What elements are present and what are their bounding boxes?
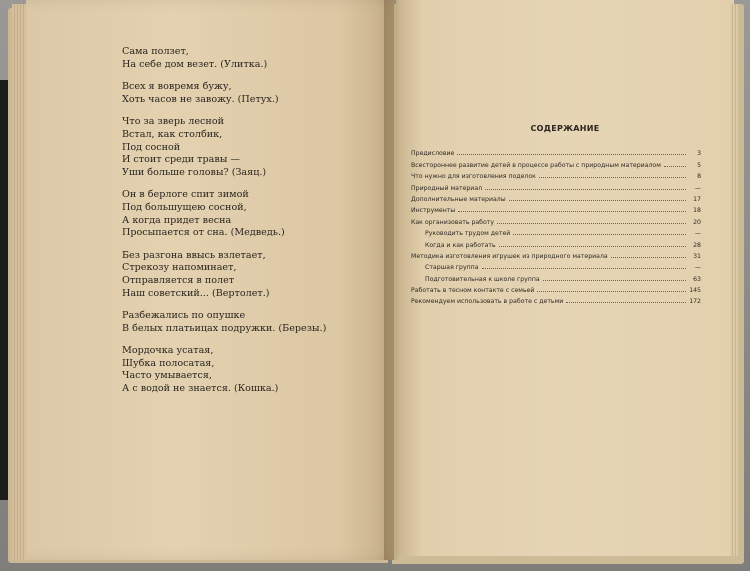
toc-entry <box>411 214 701 225</box>
toc-leader-dots <box>539 177 686 178</box>
toc-entry-title: Что нужно для изготовления поделок <box>411 173 536 181</box>
toc-entry-page: — <box>694 264 701 272</box>
poem-line: Мордочка усатая, <box>122 345 214 357</box>
toc-leader-dots <box>513 234 686 235</box>
toc-entry-page: 20 <box>693 218 701 226</box>
poem-line: А когда придет весна <box>122 214 232 226</box>
toc-entry-page: 172 <box>689 298 701 306</box>
toc-entry <box>411 226 701 237</box>
toc-entry-title: Природный материал <box>411 184 483 192</box>
toc-entry-title: Как организовать работу <box>411 218 495 226</box>
toc-entry-title: Дополнительные материалы <box>411 195 506 203</box>
toc-entry <box>411 271 701 282</box>
riddle-poems <box>122 46 382 406</box>
toc-entry <box>411 157 701 168</box>
toc-leader-dots <box>497 223 686 224</box>
toc-entry-title: Руководить трудом детей <box>425 230 511 238</box>
toc-leader-dots <box>457 154 686 155</box>
poem-line: В белых платьицах подружки. (Березы.) <box>122 322 327 334</box>
poem-stanza <box>122 189 382 239</box>
toc-entry-page: 28 <box>693 241 701 249</box>
poem-line: Отправляется в полет <box>122 274 235 286</box>
poem-line: А с водой не знается. (Кошка.) <box>122 383 279 395</box>
poem-line: Под большущею сосной, <box>122 201 247 213</box>
toc-leader-dots <box>499 246 686 247</box>
poem-stanza <box>122 345 382 395</box>
toc-entry-title: Предисловие <box>411 150 455 158</box>
poem-stanza <box>122 81 382 106</box>
toc-entry-title: Старшая группа <box>425 264 479 272</box>
poem-line: Стрекозу напоминает, <box>122 262 237 274</box>
poem-line: Просыпается от сна. (Медведь.) <box>122 227 285 239</box>
toc-entry <box>411 249 701 260</box>
toc-title: СОДЕРЖАНИЕ <box>530 124 600 133</box>
poem-line: Без разгона ввысь взлетает, <box>122 249 266 261</box>
toc-entry-page: 18 <box>693 207 701 215</box>
toc-leader-dots <box>611 257 686 258</box>
toc-entry-page: 8 <box>697 173 701 181</box>
toc-leader-dots <box>485 189 686 190</box>
toc-leader-dots <box>458 211 686 212</box>
poem-line: Под сосной <box>122 141 181 153</box>
poem-line: Шубка полосатая, <box>122 357 215 369</box>
poem-line: И стоит среди травы — <box>122 154 241 166</box>
toc-entry <box>411 237 701 248</box>
toc-entry-title: Рекомендуем использовать в работе с детьми <box>411 298 564 306</box>
toc-entry-page: — <box>694 230 701 238</box>
toc-leader-dots <box>543 280 686 281</box>
toc-entry-page: 17 <box>693 195 701 203</box>
toc-entry <box>411 260 701 271</box>
poem-line: Сама ползет, <box>122 46 189 57</box>
toc-entry-title: Инструменты <box>411 207 456 215</box>
toc-entry <box>411 192 701 203</box>
toc-entry-page: 3 <box>697 150 701 158</box>
toc-entry <box>411 283 701 294</box>
poem-line: Уши больше головы? (Заяц.) <box>122 166 267 178</box>
poem-line: Разбежались по опушке <box>122 310 246 322</box>
poem-line: Что за зверь лесной <box>122 116 224 128</box>
poem-stanza <box>122 46 382 71</box>
toc-leader-dots <box>664 166 686 167</box>
toc-leader-dots <box>566 302 686 303</box>
toc-entry-page: 5 <box>697 161 701 169</box>
poem-line: Наш советский... (Вертолет.) <box>122 287 270 299</box>
toc-leader-dots <box>509 200 686 201</box>
toc-entry-title: Всестороннее развитие детей в процессе работы с природным материалом <box>411 161 661 169</box>
poem-stanza <box>122 116 382 179</box>
toc-entry-title: Когда и как работать <box>425 241 496 249</box>
toc-entry-title: Работать в тесном контакте с семьей <box>411 287 535 295</box>
toc-leader-dots <box>482 268 686 269</box>
toc-entry-page: 63 <box>693 275 701 283</box>
toc-entry-title: Подготовительная к школе группа <box>425 275 540 283</box>
right-page-stack <box>730 4 738 556</box>
poem-line: Всех я вовремя бужу, <box>122 81 232 93</box>
poem-line: Встал, как столбик, <box>122 128 223 140</box>
toc-entry <box>411 146 701 157</box>
toc-entry-page: — <box>694 184 701 192</box>
table-of-contents <box>411 146 701 305</box>
book-spine <box>384 0 400 560</box>
poem-stanza <box>122 250 382 300</box>
poem-line: Он в берлоге спит зимой <box>122 189 249 201</box>
toc-entry-title: Методика изготовления игрушек из природного материала <box>411 252 608 260</box>
toc-entry <box>411 180 701 191</box>
toc-entry <box>411 294 701 305</box>
poem-stanza <box>122 310 382 335</box>
toc-leader-dots <box>537 291 686 292</box>
toc-entry-page: 31 <box>693 252 701 260</box>
poem-line: На себе дом везет. (Улитка.) <box>122 58 268 70</box>
poem-line: Хоть часов не завожу. (Петух.) <box>122 93 279 105</box>
poem-line: Часто умывается, <box>122 370 212 382</box>
toc-entry <box>411 169 701 180</box>
dark-edge-strip <box>0 80 8 500</box>
toc-entry <box>411 203 701 214</box>
toc-entry-page: 145 <box>689 287 701 295</box>
